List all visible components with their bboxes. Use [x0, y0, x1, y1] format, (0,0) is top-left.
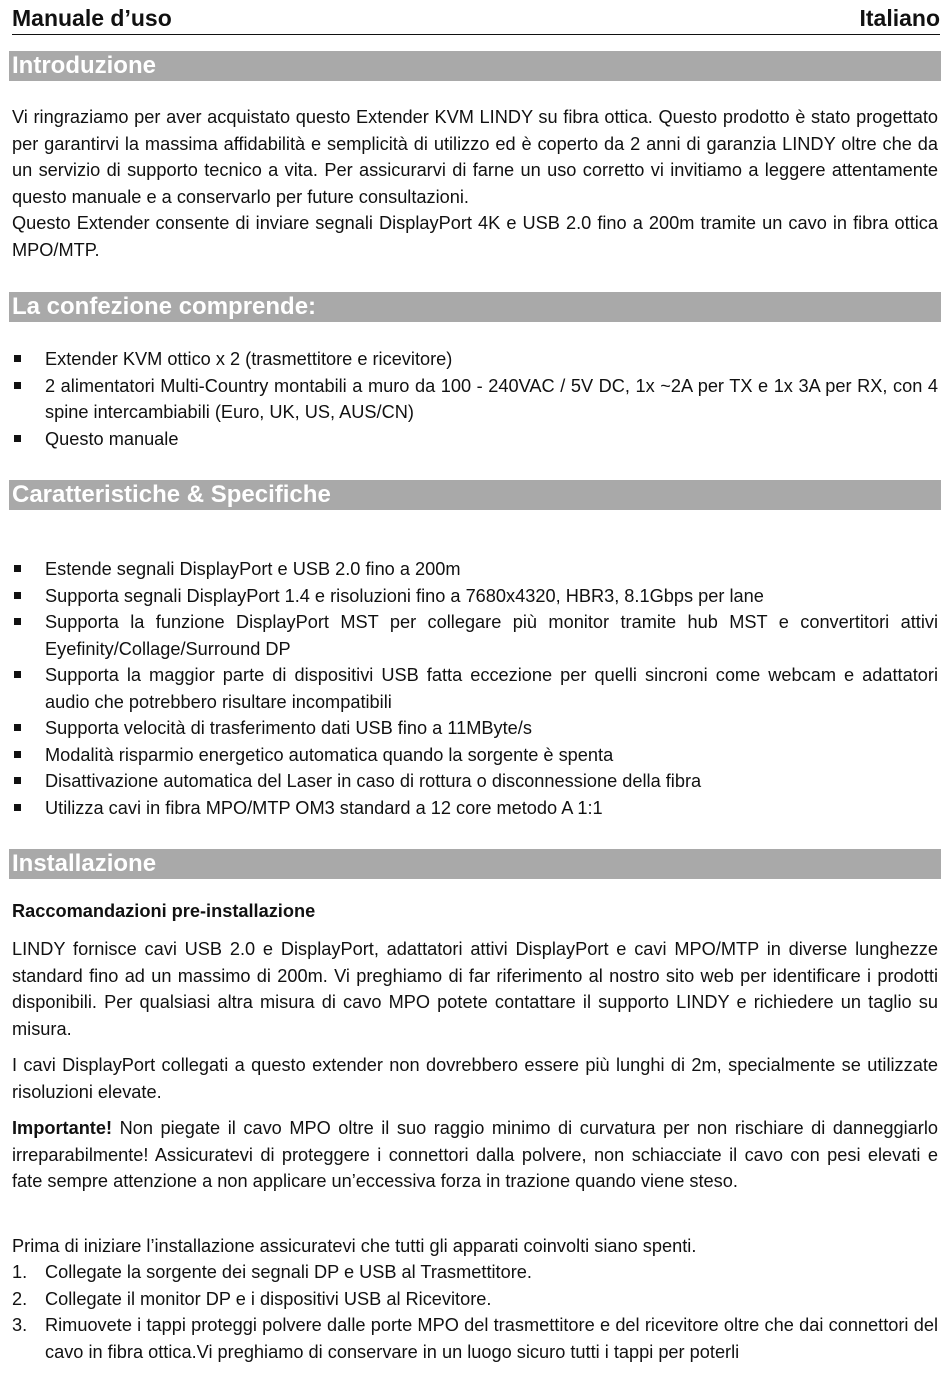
manual-title: Manuale d’uso — [12, 5, 172, 31]
bullet-square-icon — [14, 777, 21, 784]
section-heading-package: La confezione comprende: — [9, 292, 941, 322]
list-item: 3. Rimuovete i tappi proteggi polvere dalle porte MPO del trasmettitore e del ricevitore oltre che dai connettori del cavo in fibra ottica.Vi preghiamo di conservare in un luogo sicuro tutti i tappi per poterli — [12, 1312, 938, 1365]
install-paragraph-2: I cavi DisplayPort collegati a questo extender non dovrebbero essere più lunghi di 2m, specialmente se utilizzate risoluzioni elevate. — [12, 1055, 938, 1102]
step-number: 3. — [12, 1315, 28, 1335]
bullet-square-icon — [14, 565, 21, 572]
intro-body — [12, 104, 938, 263]
install-paragraph-1: LINDY fornisce cavi USB 2.0 e DisplayPort, adattatori attivi DisplayPort e cavi MPO/MTP in diverse lunghezze standard fino ad un massimo di 200m. Vi preghiamo di far riferimento al nostro sito web per identificare i prodotti disponibili. Per qualsiasi altra misura di cavo MPO potete contattare il supporto LINDY e richiedere un taglio su misura. — [12, 939, 938, 1039]
list-item: Disattivazione automatica del Laser in caso di rottura o disconnessione della fibra — [12, 768, 938, 795]
important-label: Importante! — [12, 1118, 113, 1138]
list-item: Supporta la funzione DisplayPort MST per collegare più monitor tramite hub MST e convertitori attivi Eyefinity/Collage/Surround DP — [12, 609, 938, 662]
bullet-square-icon — [14, 724, 21, 731]
section-heading-install: Installazione — [9, 849, 941, 879]
language-label: Italiano — [859, 5, 940, 31]
section-heading-intro: Introduzione — [9, 51, 941, 81]
bullet-square-icon — [14, 592, 21, 599]
subsection-title: Raccomandazioni pre-installazione — [12, 901, 316, 921]
intro-paragraph: Vi ringraziamo per aver acquistato questo Extender KVM LINDY su fibra ottica. Questo prodotto è stato progettato per garantirvi la massima affidabilità e semplicità di utilizzo ed è coperto da 2 anni di garanzia LINDY oltre che da un servizio di supporto tecnico a vita. Per assicurarvi di farne un uso corretto vi invitiamo a leggere attentamente questo manuale e a conservarlo per future consultazioni. — [12, 107, 938, 207]
list-item: Extender KVM ottico x 2 (trasmettitore e ricevitore) — [12, 346, 938, 373]
step-number: 2. — [12, 1288, 28, 1309]
section-heading-features: Caratteristiche & Specifiche — [9, 480, 941, 510]
page-header — [12, 3, 940, 35]
bullet-square-icon — [14, 355, 21, 362]
bullet-square-icon — [14, 435, 21, 442]
package-list — [12, 346, 938, 452]
list-item: Supporta la maggior parte di dispositivi USB fatta eccezione per quelli sincroni come webcam e adattatori audio che potrebbero risultare incompatibili — [12, 662, 938, 715]
list-item: Questo manuale — [12, 426, 938, 453]
install-steps — [12, 1259, 938, 1365]
bullet-square-icon — [14, 804, 21, 811]
list-item: Modalità risparmio energetico automatica quando la sorgente è spenta — [12, 742, 938, 769]
bullet-square-icon — [14, 382, 21, 389]
bullet-square-icon — [14, 671, 21, 678]
list-item: Supporta segnali DisplayPort 1.4 e risoluzioni fino a 7680x4320, HBR3, 8.1Gbps per lane — [12, 583, 938, 610]
intro-paragraph: Questo Extender consente di inviare segnali DisplayPort 4K e USB 2.0 fino a 200m tramite un cavo in fibra ottica MPO/MTP. — [12, 213, 938, 260]
list-item: 2. Collegate il monitor DP e i dispositivi USB al Ricevitore. — [12, 1286, 938, 1313]
bullet-square-icon — [14, 751, 21, 758]
bullet-square-icon — [14, 618, 21, 625]
important-text: Non piegate il cavo MPO oltre il suo raggio minimo di curvatura per non rischiare di danneggiarlo irreparabilmente! Assicuratevi di proteggere i connettori dalla polvere, non schiacciate il cavo con pesi elevati e fate sempre attenzione a non applicare un’eccessiva forza in trazione quando viene steso. — [12, 1118, 938, 1191]
list-item: Supporta velocità di trasferimento dati USB fino a 11MByte/s — [12, 715, 938, 742]
list-item: Estende segnali DisplayPort e USB 2.0 fino a 200m — [12, 556, 938, 583]
features-list — [12, 556, 938, 821]
list-item: Utilizza cavi in fibra MPO/MTP OM3 standard a 12 core metodo A 1:1 — [12, 795, 938, 822]
important-note — [12, 1115, 938, 1195]
install-paragraph-4: Prima di iniziare l’installazione assicuratevi che tutti gli apparati coinvolti siano spenti. — [12, 1236, 697, 1256]
list-item: 1. Collegate la sorgente dei segnali DP e USB al Trasmettitore. — [12, 1259, 938, 1286]
step-number: 1. — [12, 1262, 28, 1282]
list-item: 2 alimentatori Multi-Country montabili a muro da 100 - 240VAC / 5V DC, 1x ~2A per TX e 1x 3A per RX, con 4 spine intercambiabili (Euro, UK, US, AUS/CN) — [12, 373, 938, 426]
